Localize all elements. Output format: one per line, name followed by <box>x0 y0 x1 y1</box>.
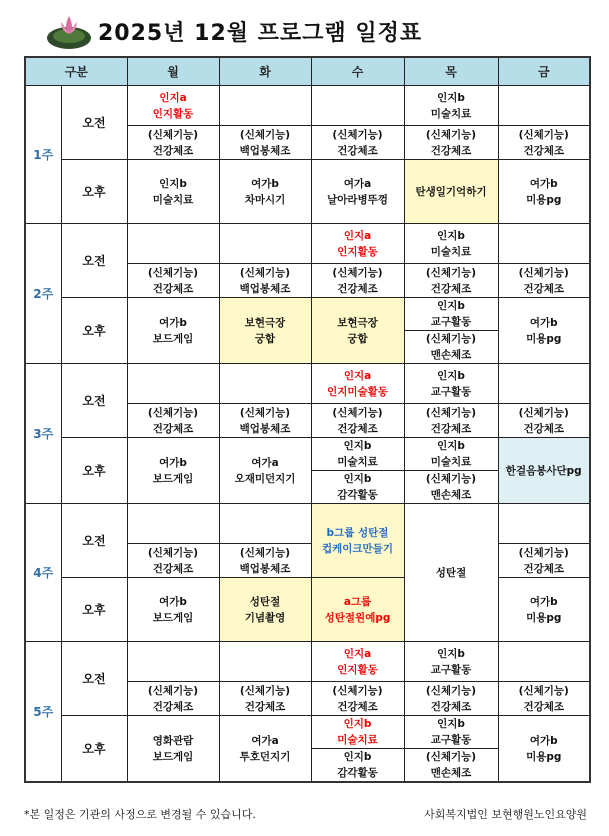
cell-wed-am-top <box>311 364 404 404</box>
cell-fri-pm <box>498 578 590 642</box>
header-row <box>25 57 590 86</box>
cell-tue-am-bottom <box>219 126 311 160</box>
week-label-text: 3주 <box>33 426 54 441</box>
week-label <box>25 364 61 504</box>
week-label-text: 4주 <box>33 565 54 580</box>
am-label <box>61 642 127 716</box>
col-header-mon: 월 <box>127 57 219 86</box>
cell-wed-pm <box>311 298 404 364</box>
cell-wed-pm-bottom-text: 인지b 감각활동 <box>337 751 378 779</box>
cell-tue-am-bottom <box>219 682 311 716</box>
cell-mon-am-bottom <box>127 404 219 438</box>
table-row <box>25 716 590 749</box>
cell-wed-am-top <box>311 86 404 126</box>
cell-thu-am-bottom-text: (신체기능) 건강체조 <box>425 266 477 295</box>
cell-thu-pm-bottom <box>404 749 498 783</box>
cell-fri-pm <box>498 298 590 364</box>
cell-fri-am-bottom-text: (신체기능) 건강체조 <box>518 406 569 435</box>
cell-mon-am-top-text: 인지a 인지활동 <box>152 91 194 120</box>
table-row <box>25 578 590 610</box>
cell-thu-pm-top-text: 인지b 미술치료 <box>430 440 472 468</box>
cell-thu-am-top <box>404 86 498 126</box>
cell-fri-pm-text: 여가b 미용pg <box>526 316 562 345</box>
cell-fri-am-bottom-text: (신체기능) 건강체조 <box>518 684 569 713</box>
cell-tue-am-bottom <box>219 544 311 578</box>
table-row <box>25 504 590 544</box>
cell-tue-am-top <box>219 364 311 404</box>
am-label-text: 오전 <box>82 253 106 268</box>
cell-fri-pm <box>498 716 590 783</box>
table-row <box>25 642 590 682</box>
cell-wed-pm-top-text: 인지b 미술치료 <box>337 718 378 746</box>
cell-thu-pm-bottom-text: (신체기능) 맨손체조 <box>425 473 477 501</box>
cell-tue-pm-text: 여가b 차마시기 <box>244 177 286 206</box>
cell-tue-pm <box>219 160 311 224</box>
cell-fri-pm <box>498 438 590 504</box>
cell-fri-am-bottom <box>498 264 590 298</box>
cell-tue-am-top <box>219 504 311 544</box>
cell-tue-pm-text: 여가a 투호던지기 <box>239 734 291 763</box>
cell-mon-am-bottom-text: (신체기능) 건강체조 <box>147 406 199 435</box>
cell-tue-pm <box>219 578 311 642</box>
footer-org: 사회복지법인 보현행원노인요양원 <box>424 808 587 821</box>
cell-mon-pm-text: 여가b 보드게임 <box>152 456 194 485</box>
cell-thu-am-bottom <box>404 404 498 438</box>
pm-label-text: 오후 <box>82 463 106 478</box>
cell-tue-pm-text: 보현극장 궁합 <box>244 316 286 345</box>
cell-thu-am-top-text: 인지b 미술치료 <box>430 91 472 120</box>
cell-tue-am-bottom-text: (신체기능) 백업봉체조 <box>239 546 291 575</box>
cell-wed-am-top <box>311 224 404 264</box>
am-label <box>61 364 127 438</box>
cell-tue-pm <box>219 438 311 504</box>
cell-fri-am-bottom-text: (신체기능) 건강체조 <box>518 266 569 295</box>
pm-label-text: 오후 <box>82 323 106 338</box>
col-header-fri: 금 <box>498 57 590 86</box>
week-label-text: 1주 <box>33 147 54 162</box>
cell-wed-pm-top <box>311 716 404 749</box>
cell-mon-am-bottom <box>127 126 219 160</box>
table-row <box>25 224 590 264</box>
week-label <box>25 86 61 224</box>
cell-thu-pm-top-text: 인지b 교구활동 <box>430 718 472 746</box>
cell-wed-am-bottom-text: (신체기능) 건강체조 <box>332 266 383 295</box>
cell-thu-am-bottom-text: (신체기능) 건강체조 <box>425 406 477 435</box>
cell-mon-am-top <box>127 504 219 544</box>
cell-thu-am-top <box>404 642 498 682</box>
cell-fri-pm <box>498 160 590 224</box>
pm-label-text: 오후 <box>82 602 106 617</box>
cell-wed-am-top <box>311 642 404 682</box>
cell-fri-am-bottom <box>498 404 590 438</box>
cell-mon-pm <box>127 160 219 224</box>
cell-tue-am-bottom-text: (신체기능) 건강체조 <box>239 684 291 713</box>
table-row <box>25 298 590 331</box>
cell-thu-am-top <box>404 224 498 264</box>
cell-wed-pm-bottom <box>311 749 404 783</box>
cell-mon-am-bottom-text: (신체기능) 건강체조 <box>147 128 199 157</box>
cell-thu-am-bottom-text: (신체기능) 건강체조 <box>425 128 477 157</box>
cell-tue-pm-text: 여가a 오재미던지기 <box>234 456 296 485</box>
table-row <box>25 364 590 404</box>
week-label <box>25 224 61 364</box>
cell-wed-am-bottom <box>311 264 404 298</box>
cell-fri-am-top <box>498 364 590 404</box>
cell-tue-am-top <box>219 642 311 682</box>
col-header-tue: 화 <box>219 57 311 86</box>
cell-thu-pm-bottom <box>404 471 498 504</box>
cell-mon-am-bottom-text: (신체기능) 건강체조 <box>147 546 199 575</box>
pm-label <box>61 298 127 364</box>
cell-mon-am-top <box>127 224 219 264</box>
cell-mon-pm-text: 여가b 보드게임 <box>152 316 194 345</box>
cell-mon-am-top <box>127 642 219 682</box>
cell-mon-pm-text: 여가b 보드게임 <box>152 595 194 624</box>
cell-thu-pm-bottom-text: (신체기능) 맨손체조 <box>425 751 477 779</box>
week-label-text: 5주 <box>33 704 54 719</box>
am-label <box>61 504 127 578</box>
cell-fri-pm-text: 여가b 미용pg <box>526 734 562 763</box>
table-row <box>25 438 590 471</box>
pm-label <box>61 438 127 504</box>
cell-tue-am-bottom-text: (신체기능) 백업봉체조 <box>239 406 291 435</box>
cell-mon-am-top <box>127 86 219 126</box>
cell-wed-am-bottom-text: (신체기능) 건강체조 <box>332 406 383 435</box>
cell-fri-am-top <box>498 642 590 682</box>
cell-thu-am-top <box>404 364 498 404</box>
pm-label-text: 오후 <box>82 184 106 199</box>
schedule-table <box>24 56 591 783</box>
cell-wed-am-bottom <box>311 126 404 160</box>
cell-tue-am-top <box>219 86 311 126</box>
cell-mon-pm <box>127 298 219 364</box>
cell-mon-am-top <box>127 364 219 404</box>
cell-fri-pm-text: 여가b 미용pg <box>526 177 562 206</box>
cell-mon-am-bottom-text: (신체기능) 건강체조 <box>147 684 199 713</box>
cell-thu-am-top-text: 인지b 미술치료 <box>430 229 472 258</box>
pm-label <box>61 716 127 783</box>
cell-fri-am-bottom-text: (신체기능) 건강체조 <box>518 128 569 157</box>
cell-tue-pm-text: 성탄절 기념촬영 <box>244 595 286 624</box>
cell-fri-am-bottom <box>498 682 590 716</box>
cell-mon-am-bottom-text: (신체기능) 건강체조 <box>147 266 199 295</box>
pm-label <box>61 160 127 224</box>
cell-mon-am-bottom <box>127 264 219 298</box>
am-label <box>61 224 127 298</box>
am-label-text: 오전 <box>82 115 106 130</box>
table-row <box>25 160 590 192</box>
cell-thu-am-top-text: 인지b 교구활동 <box>430 369 472 398</box>
cell-mon-pm <box>127 578 219 642</box>
cell-thu-am-bottom-text: (신체기능) 건강체조 <box>425 684 477 713</box>
cell-thu-all-text: 성탄절 <box>435 566 467 579</box>
cell-thu-pm <box>404 160 498 224</box>
week-label <box>25 642 61 783</box>
cell-thu-pm-top-text: 인지b 교구활동 <box>430 300 472 328</box>
week-label <box>25 504 61 642</box>
cell-wed-pm <box>311 160 404 224</box>
cell-wed-pm-text: 여가a 날아라병뚜껑 <box>327 177 388 206</box>
cell-fri-am-bottom <box>498 126 590 160</box>
lotus-logo <box>45 8 93 52</box>
cell-thu-pm-top <box>404 298 498 331</box>
page-title: 2025년 12월 프로그램 일정표 <box>98 21 423 46</box>
cell-fri-pm-text: 여가b 미용pg <box>526 595 562 624</box>
cell-tue-am-bottom <box>219 404 311 438</box>
cell-wed-am-top-text: 인지a 인지활동 <box>337 229 378 258</box>
cell-thu-pm-text: 탄생일기억하기 <box>415 185 487 198</box>
cell-wed-pm-text: 보현극장 궁합 <box>337 316 378 345</box>
am-label-text: 오전 <box>82 533 106 548</box>
cell-thu-pm-bottom <box>404 331 498 364</box>
cell-wed-am-bottom <box>311 404 404 438</box>
col-header-thu: 목 <box>404 57 498 86</box>
cell-wed-pm <box>311 578 404 642</box>
footer-note: *본 일정은 기관의 사정으로 변경될 수 있습니다. <box>24 808 256 821</box>
cell-mon-pm-text: 영화관람 보드게임 <box>152 734 194 763</box>
cell-thu-all <box>404 504 498 642</box>
cell-tue-am-top <box>219 224 311 264</box>
col-header-category: 구분 <box>25 57 127 86</box>
cell-wed-pm-bottom-text: 인지b 감각활동 <box>337 473 378 501</box>
cell-wed-am-text: b그룹 성탄절 컵케이크만들기 <box>321 526 393 555</box>
cell-tue-am-bottom <box>219 264 311 298</box>
cell-thu-am-bottom <box>404 264 498 298</box>
cell-thu-am-top-text: 인지b 교구활동 <box>430 647 472 676</box>
cell-wed-am <box>311 504 404 578</box>
cell-wed-am-bottom-text: (신체기능) 건강체조 <box>332 128 383 157</box>
cell-fri-am-bottom <box>498 544 590 578</box>
cell-wed-am-bottom-text: (신체기능) 건강체조 <box>332 684 383 713</box>
col-header-wed: 수 <box>311 57 404 86</box>
cell-tue-pm <box>219 298 311 364</box>
pm-label <box>61 578 127 642</box>
cell-fri-am-top <box>498 504 590 544</box>
pm-label-text: 오후 <box>82 741 106 756</box>
cell-mon-am-bottom <box>127 682 219 716</box>
am-label <box>61 86 127 160</box>
cell-mon-pm <box>127 716 219 783</box>
cell-fri-am-top <box>498 224 590 264</box>
cell-wed-pm-text: a그룹 성탄절원예pg <box>324 595 391 624</box>
cell-thu-pm-bottom-text: (신체기능) 맨손체조 <box>425 333 477 361</box>
cell-wed-am-bottom <box>311 682 404 716</box>
cell-wed-am-top-text: 인지a 인지미술활동 <box>327 369 388 398</box>
cell-wed-pm-top-text: 인지b 미술치료 <box>337 440 378 468</box>
cell-tue-am-bottom-text: (신체기능) 백업봉체조 <box>239 128 291 157</box>
cell-thu-pm-top <box>404 438 498 471</box>
cell-mon-pm <box>127 438 219 504</box>
cell-mon-am-bottom <box>127 544 219 578</box>
cell-tue-pm <box>219 716 311 783</box>
cell-fri-pm-text: 한걸음봉사단pg <box>505 464 582 477</box>
am-label-text: 오전 <box>82 393 106 408</box>
cell-mon-pm-text: 인지b 미술치료 <box>152 177 194 206</box>
cell-fri-am-bottom-text: (신체기능) 건강체조 <box>518 546 569 575</box>
cell-fri-am-top <box>498 86 590 126</box>
cell-wed-pm-top <box>311 438 404 471</box>
cell-wed-pm-bottom <box>311 471 404 504</box>
am-label-text: 오전 <box>82 671 106 686</box>
week-label-text: 2주 <box>33 286 54 301</box>
cell-wed-am-top-text: 인지a 인지활동 <box>337 647 378 676</box>
cell-tue-am-bottom-text: (신체기능) 백업봉체조 <box>239 266 291 295</box>
cell-thu-am-bottom <box>404 682 498 716</box>
table-row <box>25 86 590 126</box>
cell-thu-am-bottom <box>404 126 498 160</box>
cell-thu-pm-top <box>404 716 498 749</box>
